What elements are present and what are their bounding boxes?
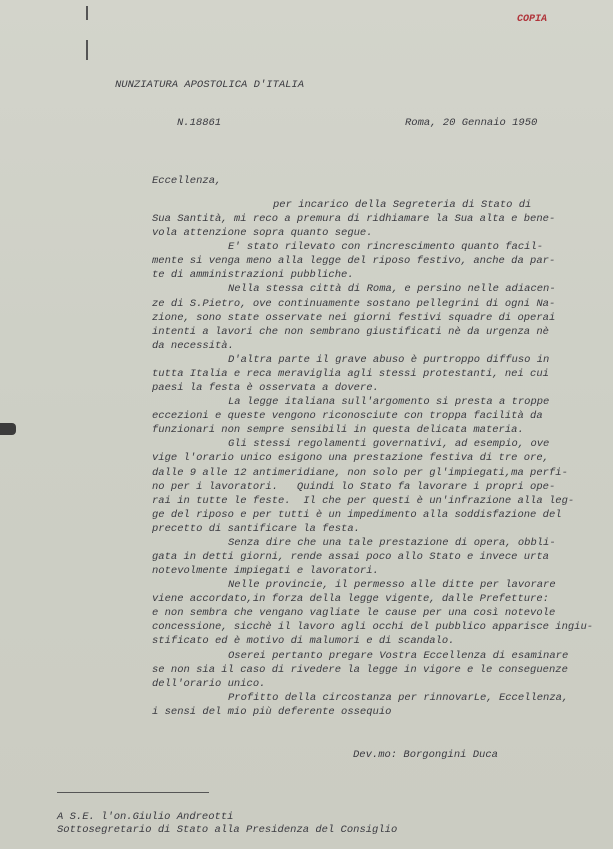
body-line: Gli stessi regolamenti governativi, ad esempio, ove <box>228 438 550 451</box>
body-line: Sua Santità, mi reco a premura di ridhiamare la Sua alta e bene- <box>152 213 556 226</box>
body-line: D'altra parte il grave abuso è purtroppo diffuso in <box>228 353 550 366</box>
body-line: per incarico della Segreteria di Stato di <box>273 199 532 211</box>
body-line: se non sia il caso di rivedere la legge in vigore e le conseguenze <box>152 663 568 676</box>
body-line: i sensi del mio più deferente ossequio <box>152 705 392 718</box>
body-line: Oserei pertanto pregare Vostra Eccellenza di esaminare <box>228 649 569 662</box>
body-line: dell'orario unico. <box>152 677 266 690</box>
body-line: E' stato rilevato con rincrescimento quanto facil- <box>228 241 544 254</box>
body-line: Profitto della circostanza per rinnovarLe, Eccellenza, <box>228 691 569 704</box>
margin-mark <box>86 40 88 60</box>
punch-hole <box>0 423 16 435</box>
body-line: e non sembra che vengano vagliate le cause per una così notevole <box>152 607 556 620</box>
margin-mark <box>86 6 88 20</box>
body-line: da necessità. <box>152 339 234 352</box>
body-line: rai in tutte le feste. Il che per questi è un'infrazione alla leg- <box>152 494 575 507</box>
body-line: viene accordato,in forza della legge vigente, dalle Prefetture: <box>152 593 549 606</box>
body-line: te di amministrazioni pubbliche. <box>152 269 354 282</box>
body-line: precetto di santificare la festa. <box>152 522 360 535</box>
body-line: funzionari non sempre sensibili in questa delicata materia. <box>152 424 524 437</box>
body-line: La legge italiana sull'argomento si presta a troppe <box>228 396 550 409</box>
body-line: zione, sono state osservate nei giorni festivi squadre di operai <box>152 311 556 324</box>
body-line: Nella stessa città di Roma, e persino nelle adiacen- <box>228 283 556 296</box>
addressee-line-1: A S.E. l'on.Giulio Andreotti <box>57 811 234 823</box>
body-line: paesi la festa è osservata a dovere. <box>152 382 379 395</box>
body-line: intenti a lavori che non sembrano giustificati nè da urgenza nè <box>152 325 549 338</box>
protocol-number: N.18861 <box>177 117 222 129</box>
body-line: eccezioni e queste vengono riconosciute con troppa facilità da <box>152 410 543 423</box>
place-date: Roma, 20 Gennaio 1950 <box>405 117 538 129</box>
body-line: dalle 9 alle 12 antimeridiane, non solo per gl'impiegati,ma perfi- <box>152 466 568 479</box>
separator-rule <box>57 792 209 793</box>
body-line: vola attenzione sopra quanto segue. <box>152 227 373 240</box>
body-line: stificato ed è motivo di malumori e di scandalo. <box>152 635 455 648</box>
body-line: ze di S.Pietro, ove continuamente sostano pellegrini di ogni Na- <box>152 297 556 310</box>
body-line: mente si venga meno alla legge del riposo festivo, anche da par- <box>152 255 556 268</box>
addressee-line-2: Sottosegretario di Stato alla Presidenza del Consiglio <box>57 824 398 836</box>
body-line: Senza dire che una tale prestazione di opera, obbli- <box>228 536 556 549</box>
body-line: concessione, sicchè il lavoro agli occhi del pubblico apparisce ingiu- <box>152 621 594 634</box>
body-line: no per i lavoratori. Quindi lo Stato fa lavorare i propri ope- <box>152 480 556 493</box>
body-line: tutta Italia e reca meraviglia agli stessi protestanti, nei cui <box>152 367 549 380</box>
body-line: gata in detti giorni, rende assai poco allo Stato e invece urta <box>152 551 549 563</box>
copy-stamp: COPIA <box>517 14 548 25</box>
body-line: notevolmente impiegati e lavoratori. <box>152 565 379 578</box>
signature: Dev.mo: Borgongini Duca <box>353 749 498 761</box>
institution-heading: NUNZIATURA APOSTOLICA D'ITALIA <box>115 79 305 91</box>
body-line: Nelle provincie, il permesso alle ditte per lavorare <box>228 579 556 592</box>
salutation: Eccellenza, <box>152 175 222 187</box>
body-line: ge del riposo e per tutti è un impedimento alla soddisfazione del <box>152 508 562 521</box>
body-line: vige l'orario unico esigono una prestazione festiva di tre ore, <box>152 452 549 465</box>
